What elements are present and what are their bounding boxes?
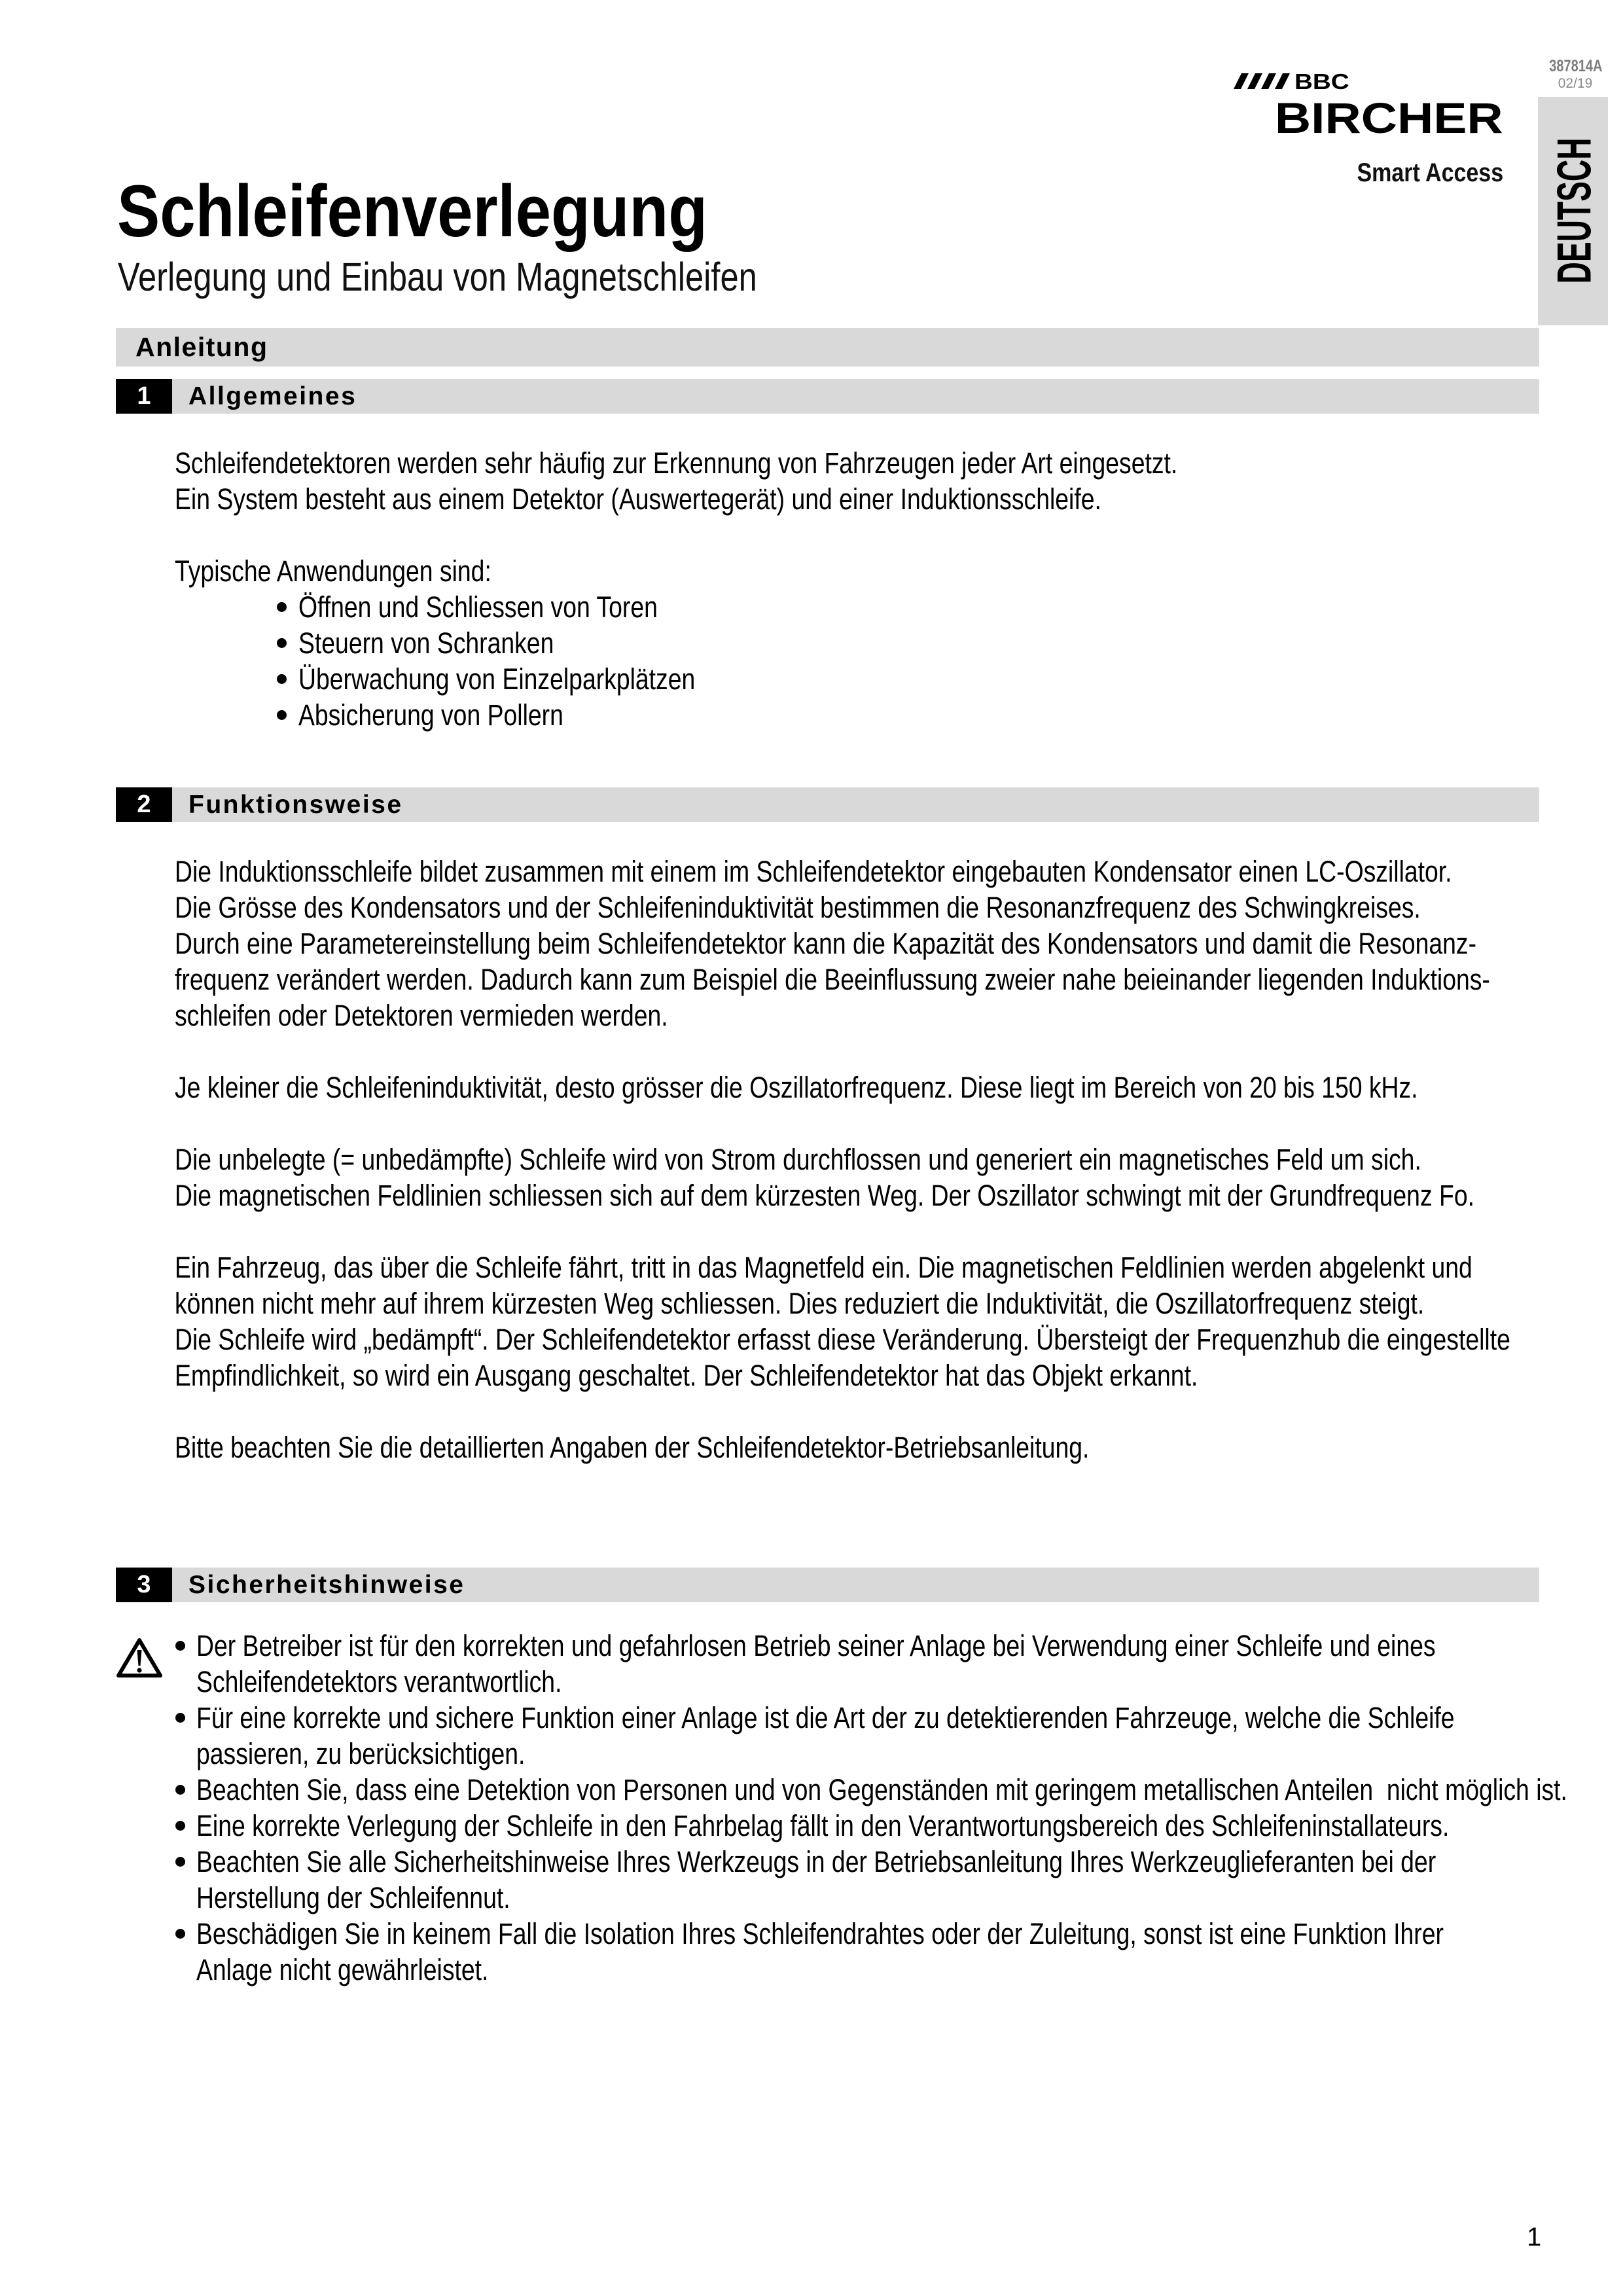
safety-note-item-text: Eine korrekte Verlegung der Schleife in den Fahrbelag fällt in den Verantwortungsbereich des Schleifeninstallateurs.	[196, 1809, 1450, 1842]
paragraph-spacer	[175, 1213, 1549, 1249]
paragraph-line-row	[175, 1249, 1549, 1285]
paragraph-spacer	[175, 1033, 1549, 1069]
section-title: Sicherheitshinweise	[188, 1571, 465, 1599]
application-list-item-text: Absicherung von Pollern	[298, 698, 563, 732]
safety-note-item	[175, 1700, 1549, 1736]
paragraph-line-row	[175, 1429, 1549, 1465]
bullet-icon	[175, 1785, 185, 1795]
intro-line-row	[175, 445, 1549, 481]
bullet-icon	[175, 1713, 185, 1723]
section-number: 2	[116, 787, 172, 822]
bullet-icon	[277, 674, 287, 684]
safety-note-continuation: Anlage nicht gewährleistet.	[196, 1953, 489, 1986]
bullet-icon	[175, 1641, 185, 1651]
paragraph-line: Empfindlichkeit, so wird ein Ausgang geschaltet. Der Schleifendetektor hat das Objekt erkannt.	[175, 1359, 1198, 1392]
logo-slashes-icon	[1234, 73, 1293, 89]
bullet-icon	[175, 1857, 185, 1867]
paragraph-line: können nicht mehr auf ihrem kürzesten Weg schliessen. Dies reduziert die Induktivität, die Oszillatorfrequenz steigt.	[175, 1287, 1425, 1320]
safety-note-item	[175, 1808, 1549, 1844]
paragraph-line-row	[175, 1321, 1549, 1357]
paragraph-line: Je kleiner die Schleifeninduktivität, desto grösser die Oszillatorfrequenz. Diese liegt im Bereich von 20 bis 150 kHz.	[175, 1071, 1418, 1104]
safety-note-continuation-row	[175, 1880, 1549, 1916]
language-tab-label: DEUTSCH	[1548, 137, 1601, 284]
safety-note-item-text: Der Betreiber ist für den korrekten und gefahrlosen Betrieb seiner Anlage bei Verwendung einer Schleife und eines	[196, 1629, 1436, 1662]
paragraph-line-row	[175, 889, 1549, 925]
paragraph-line-row	[175, 1141, 1549, 1177]
paragraph-line-row	[175, 1177, 1549, 1213]
section-header-funktionsweise	[116, 787, 1539, 822]
safety-note-item	[175, 1916, 1549, 1952]
paragraph-line-row	[175, 1069, 1549, 1105]
section-title: Funktionsweise	[188, 791, 403, 819]
safety-note-item	[175, 1772, 1567, 1808]
logo-bbc-text: BBC	[1294, 69, 1349, 94]
bullet-icon	[175, 1929, 185, 1939]
safety-note-continuation: Schleifendetektors verantwortlich.	[196, 1665, 562, 1698]
safety-note-continuation-row	[175, 1952, 1549, 1988]
intro-line: Ein System besteht aus einem Detektor (Auswertegerät) und einer Induktionsschleife.	[175, 482, 1101, 516]
safety-note-continuation-row	[175, 1664, 1549, 1700]
section-number: 3	[116, 1568, 172, 1602]
intro-line-row	[175, 481, 1549, 517]
paragraph-spacer	[175, 1393, 1549, 1429]
paragraph-line: Durch eine Parametereinstellung beim Schleifendetektor kann die Kapazität des Kondensators und damit die Resonanz-	[175, 927, 1477, 960]
paragraph-line-row	[175, 853, 1549, 889]
page-title: Schleifenverlegung	[117, 170, 707, 252]
instructions-heading: Anleitung	[135, 332, 268, 362]
bullet-icon	[175, 1821, 185, 1831]
logo-tagline: Smart Access	[1357, 158, 1503, 187]
application-list-item	[175, 625, 1549, 661]
logo-bircher-text: BIRCHER	[1275, 94, 1503, 142]
application-list-item	[175, 661, 1549, 697]
safety-note-continuation-row	[175, 1736, 1549, 1772]
bullet-icon	[277, 602, 287, 612]
safety-note-continuation: passieren, zu berücksichtigen.	[196, 1737, 526, 1770]
safety-note-item-text: Für eine korrekte und sichere Funktion einer Anlage ist die Art der zu detektierenden Fahrzeuge, welche die Schleife	[196, 1701, 1455, 1734]
page-subtitle: Verlegung und Einbau von Magnetschleifen	[118, 255, 757, 299]
safety-note-item-text: Beschädigen Sie in keinem Fall die Isolation Ihres Schleifendrahtes oder der Zuleitung, sonst ist eine Funktion Ihrer	[196, 1917, 1444, 1950]
paragraph-line: schleifen oder Detektoren vermieden werden.	[175, 999, 668, 1032]
list-intro-row	[175, 553, 1549, 589]
section-1-body	[175, 445, 1549, 733]
safety-note-item-text: Beachten Sie alle Sicherheitshinweise Ihres Werkzeugs in der Betriebsanleitung Ihres Werkzeuglieferanten bei der	[196, 1845, 1436, 1878]
section-2-body	[175, 853, 1549, 1465]
paragraph-line-row	[175, 1285, 1549, 1321]
warning-triangle-icon	[116, 1637, 163, 1678]
safety-note-item	[175, 1628, 1549, 1664]
paragraph-line: Die unbelegte (= unbedämpfte) Schleife wird von Strom durchflossen und generiert ein magnetisches Feld um sich.	[175, 1143, 1421, 1176]
page-number: 1	[1527, 2223, 1542, 2251]
paragraph-line-row	[175, 925, 1549, 961]
application-list-item-text: Überwachung von Einzelparkplätzen	[298, 662, 696, 696]
safety-note-item	[175, 1844, 1549, 1880]
paragraph-line-row	[175, 997, 1549, 1033]
paragraph-line: Die Grösse des Kondensators und der Schleifeninduktivität bestimmen die Resonanzfrequenz des Schwingkreises.	[175, 891, 1421, 924]
paragraph-line: Die Schleife wird „bedämpft“. Der Schleifendetektor erfasst diese Veränderung. Übersteigt der Frequenzhub die eingestellte	[175, 1323, 1510, 1356]
list-intro: Typische Anwendungen sind:	[175, 554, 491, 588]
safety-note-item-text: Beachten Sie, dass eine Detektion von Personen und von Gegenständen mit geringem metallischen Anteilen nicht möglich ist.	[196, 1773, 1567, 1806]
paragraph-line-row	[175, 961, 1549, 997]
paragraph-line: Ein Fahrzeug, das über die Schleife fährt, tritt in das Magnetfeld ein. Die magnetischen Feldlinien werden abgelenkt und	[175, 1251, 1472, 1284]
intro-line: Schleifendetektoren werden sehr häufig zur Erkennung von Fahrzeugen jeder Art eingesetzt.	[175, 446, 1178, 480]
instructions-header-bar	[116, 328, 1539, 367]
paragraph-spacer	[175, 517, 1549, 553]
paragraph-line: Die magnetischen Feldlinien schliessen sich auf dem kürzesten Weg. Der Oszillator schwingt mit der Grundfrequenz Fo.	[175, 1179, 1474, 1212]
application-list-item	[175, 589, 1549, 625]
application-list-item-text: Steuern von Schranken	[298, 626, 554, 660]
paragraph-line: frequenz verändert werden. Dadurch kann zum Beispiel die Beeinflussung zweier nahe beieinander liegenden Induktions-	[175, 963, 1490, 996]
bullet-icon	[277, 638, 287, 648]
document-date: 02/19	[1558, 76, 1593, 91]
document-number: 387814A	[1548, 57, 1602, 75]
application-list-item	[175, 697, 1549, 733]
paragraph-line-row	[175, 1357, 1549, 1393]
section-number: 1	[116, 379, 172, 414]
safety-note-continuation: Herstellung der Schleifennut.	[196, 1881, 510, 1914]
section-3-body	[175, 1628, 1567, 1988]
paragraph-spacer	[175, 1105, 1549, 1141]
paragraph-line: Bitte beachten Sie die detaillierten Angaben der Schleifendetektor-Betriebsanleitung.	[175, 1431, 1090, 1464]
section-header-allgemeines	[116, 379, 1539, 414]
application-list-item-text: Öffnen und Schliessen von Toren	[298, 590, 658, 624]
section-title: Allgemeines	[188, 382, 357, 410]
bullet-icon	[277, 710, 287, 720]
section-header-sicherheitshinweise	[116, 1568, 1539, 1602]
paragraph-line: Die Induktionsschleife bildet zusammen mit einem im Schleifendetektor eingebauten Kondensator einen LC-Oszillator.	[175, 855, 1452, 888]
